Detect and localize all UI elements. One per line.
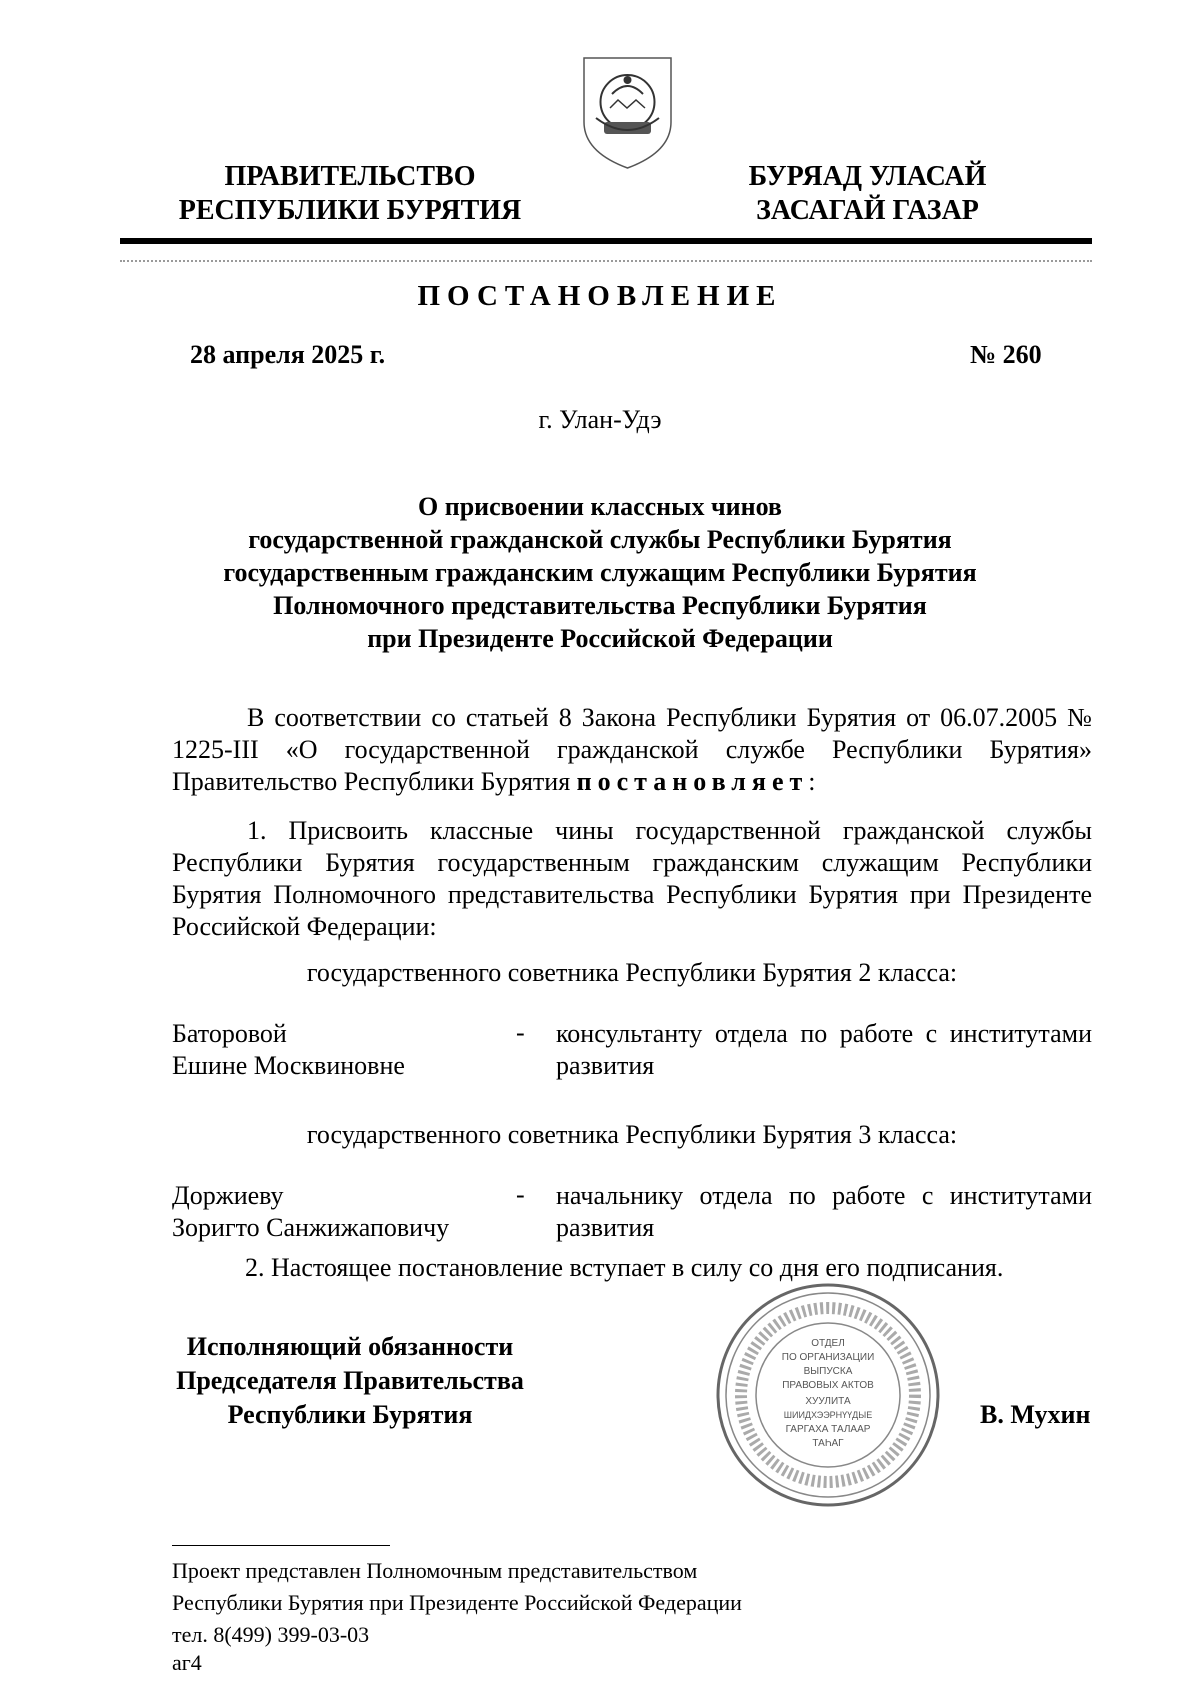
appointee-dash: - — [516, 1180, 525, 1209]
item-1-paragraph: 1. Присвоить классные чины государственной гражданской службы Республики Бурятия государственным гражданским служащим Республики Бурятия Полномочного представительства Республики Бурятия при Президенте Российской Федерации: — [172, 816, 1092, 941]
government-name-ru-line1: ПРАВИТЕЛЬСТВО — [224, 161, 476, 192]
appointee-name — [172, 1018, 405, 1082]
signatory-title — [170, 1330, 530, 1432]
appointee-surname: Баторовой — [172, 1019, 287, 1048]
document-code: аг4 — [172, 1650, 202, 1675]
subject-line: при Президенте Российской Федерации — [367, 624, 833, 653]
stamp-line: ШИИДХЭЭРНҮҮДЫЕ — [783, 1410, 873, 1420]
document-subject — [200, 490, 1000, 655]
stamp-line: ХУУЛИТА — [805, 1396, 851, 1407]
official-stamp — [715, 1282, 941, 1508]
government-name-ru-line2: РЕСПУБЛИКИ БУРЯТИЯ — [178, 195, 522, 226]
signatory-title-line3: Республики Бурятия — [227, 1400, 473, 1429]
header-dotted-divider — [120, 260, 1092, 262]
footnote-line1: Проект представлен Полномочным представительством — [172, 1558, 698, 1583]
government-name-bua-line1: БУРЯАД УЛАСАЙ — [748, 161, 987, 192]
stamp-line: ПРАВОВЫХ АКТОВ — [782, 1380, 874, 1391]
appointee-dash: - — [516, 1018, 525, 1047]
stamp-line: ГАРГАХА ТАЛААР — [785, 1424, 871, 1435]
stamp-line: ВЫПУСКА — [803, 1366, 853, 1377]
subject-line: государственным гражданским служащим Республики Бурятия — [223, 558, 977, 587]
stamp-line: ПО ОРГАНИЗАЦИИ — [781, 1352, 875, 1363]
government-name-bua — [705, 160, 1030, 228]
signatory-title-line2: Председателя Правительства — [176, 1366, 524, 1395]
preamble-text: В соответствии со статьей 8 Закона Республики Бурятия от 06.07.2005 № 1225-III «О государственной гражданской службе Республики Бурятия» Правительство Республики Бурятия — [172, 703, 1092, 796]
government-name-bua-line2: ЗАСАГАЙ ГАЗАР — [756, 195, 979, 226]
appointee-surname: Доржиеву — [172, 1181, 284, 1210]
decrees-colon: : — [808, 767, 816, 796]
stamp-line: ТАҺАГ — [812, 1438, 844, 1449]
document-date: 28 апреля 2025 г. — [190, 340, 386, 369]
appointee-given-names: Ешине Москвиновне — [172, 1051, 405, 1080]
coat-of-arms-icon — [580, 52, 675, 172]
footnote-line2: Республики Бурятия при Президенте Российской Федерации — [172, 1590, 742, 1615]
subject-line: государственной гражданской службы Республики Бурятия — [248, 525, 952, 554]
appointee-position: консультанту отдела по работе с институтами развития — [556, 1019, 1092, 1080]
stamp-line: ОТДЕЛ — [811, 1338, 845, 1349]
header-divider — [120, 238, 1092, 244]
preamble-paragraph — [172, 702, 1092, 798]
government-name-ru — [170, 160, 530, 228]
appointee-name — [172, 1180, 449, 1244]
document-city: г. Улан-Удэ — [538, 405, 662, 434]
decrees-word: постановляет — [576, 767, 809, 796]
subject-line: О присвоении классных чинов — [418, 492, 782, 521]
rank-heading-3rd-class: государственного советника Республики Бурятия 3 класса: — [306, 1120, 958, 1149]
document-type: ПОСТАНОВЛЕНИЕ — [417, 280, 783, 312]
rank-heading-2nd-class: государственного советника Республики Бурятия 2 класса: — [306, 958, 958, 987]
footnote-line3: тел. 8(499) 399-03-03 — [172, 1622, 370, 1647]
footnote-divider — [172, 1545, 390, 1546]
signatory-name: В. Мухин — [980, 1400, 1091, 1429]
subject-line: Полномочного представительства Республики Бурятия — [273, 591, 927, 620]
footnote — [172, 1555, 742, 1651]
appointee-given-names: Зоригто Санжижаповичу — [172, 1213, 450, 1242]
item-2-paragraph: 2. Настоящее постановление вступает в силу со дня его подписания. — [245, 1253, 1004, 1282]
appointee-position: начальнику отдела по работе с институтами развития — [556, 1181, 1092, 1242]
signatory-title-line1: Исполняющий обязанности — [186, 1332, 514, 1361]
document-number: № 260 — [970, 340, 1042, 369]
